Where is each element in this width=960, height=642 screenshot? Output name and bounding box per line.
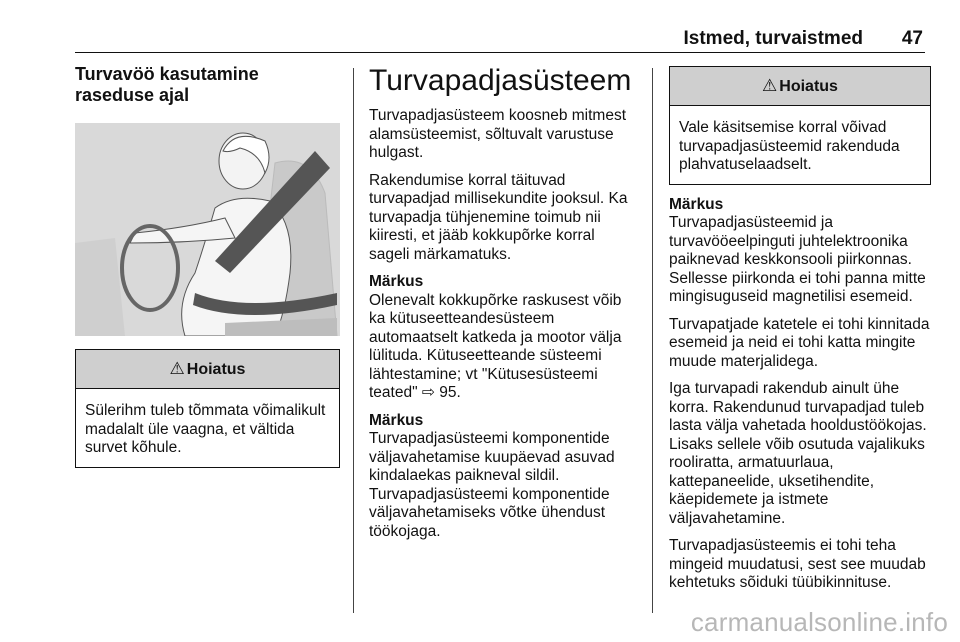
warning-triangle-icon: ⚠ xyxy=(762,76,778,95)
page-header xyxy=(75,28,925,53)
note-text: Turvapadjasüsteemi komponentide väljavahetamise kuupäevad asuvad kindalaekas paikneval sildil. Turvapadjasüsteemi komponentide väljavahetamiseks võtke ühendust töökojaga. xyxy=(369,430,615,540)
column-1 xyxy=(75,64,340,468)
warning-header xyxy=(670,67,930,106)
page-reference[interactable]: 95. xyxy=(439,384,461,401)
paragraph: Turvapadjasüsteemis ei tohi teha mingeid muudatusi, sest see muudab kehtetuks sõiduki tüübikinnituse. xyxy=(669,537,926,591)
column-3 xyxy=(669,64,931,602)
paragraph: Iga turvapadi rakendub ainult ühe korra. Rakendunud turvapadjad tuleb lasta välja vahetada hooldustöökojas. Lisaks sellele võib osutuda vajalikuks rooliratta, armatuurlaua, kattepaneelide, uksetihendite, käepidemete ja istmete väljavahetamine. xyxy=(669,380,927,527)
note-block xyxy=(369,412,634,542)
note-text xyxy=(369,292,634,403)
warning-title: Hoiatus xyxy=(779,78,838,95)
note-label: Märkus xyxy=(669,195,724,213)
warning-triangle-icon: ⚠ xyxy=(169,359,185,378)
warning-text: Vale käsitsemise korral võivad turvapadjasüsteemid rakenduda plahvatuselaadselt. xyxy=(679,119,900,173)
note-text: Turvapadjasüsteemid ja turvavööeelpinguti juhtelektroonika paiknevad keskkonsooli piirkonnas. Sellesse piirkonda ei tohi panna mitte mingisuguseid magnetilisi esemeid. xyxy=(669,214,926,305)
section-title: Turvavöö kasutamine raseduse ajal xyxy=(75,64,259,105)
warning-box xyxy=(75,349,340,468)
pregnant-seatbelt-illustration xyxy=(75,123,340,336)
column-divider xyxy=(353,68,354,613)
column-divider xyxy=(652,68,653,613)
note-block xyxy=(369,273,634,403)
paragraph: Turvapadjasüsteem koosneb mitmest alamsüsteemist, sõltuvalt varustuse hulgast. xyxy=(369,107,627,161)
watermark: carmanualsonline.info xyxy=(690,607,948,637)
page-ref-arrow-icon: ⇨ xyxy=(421,384,435,401)
note-label: Märkus xyxy=(369,411,424,429)
warning-title: Hoiatus xyxy=(186,361,246,378)
page-number: 47 xyxy=(901,28,923,49)
note-label: Märkus xyxy=(369,273,424,290)
paragraph: Turvapatjade katetele ei tohi kinnitada esemeid ja neid ei tohi katta mingite muude materjalidega. xyxy=(669,315,930,370)
header-title: Istmed, turvaistmed xyxy=(683,28,863,49)
note-block xyxy=(669,196,931,307)
paragraph: Rakendumise korral täituvad turvapadjad millisekundite jooksul. Ka turvapadja tühjenemine toimub nii kiiresti, et jääb kokkupõrke korral sageli märkamatuks. xyxy=(369,171,628,263)
warning-box xyxy=(669,66,931,185)
note-body: Olenevalt kokkupõrke raskusest võib ka kütuseetteandesüsteem automaatselt katkeda ja mootor välja lülituda. Kütuseetteande süsteemi lähtestamine; vt "Kütusesüsteemi teated" xyxy=(369,291,622,401)
main-heading: Turvapadjasüsteem xyxy=(369,64,632,97)
column-2 xyxy=(369,64,634,550)
warning-header xyxy=(76,350,339,389)
warning-text: Sülerihm tuleb tõmmata võimalikult madalalt üle vaagna, et vältida survet kõhule. xyxy=(85,402,326,456)
